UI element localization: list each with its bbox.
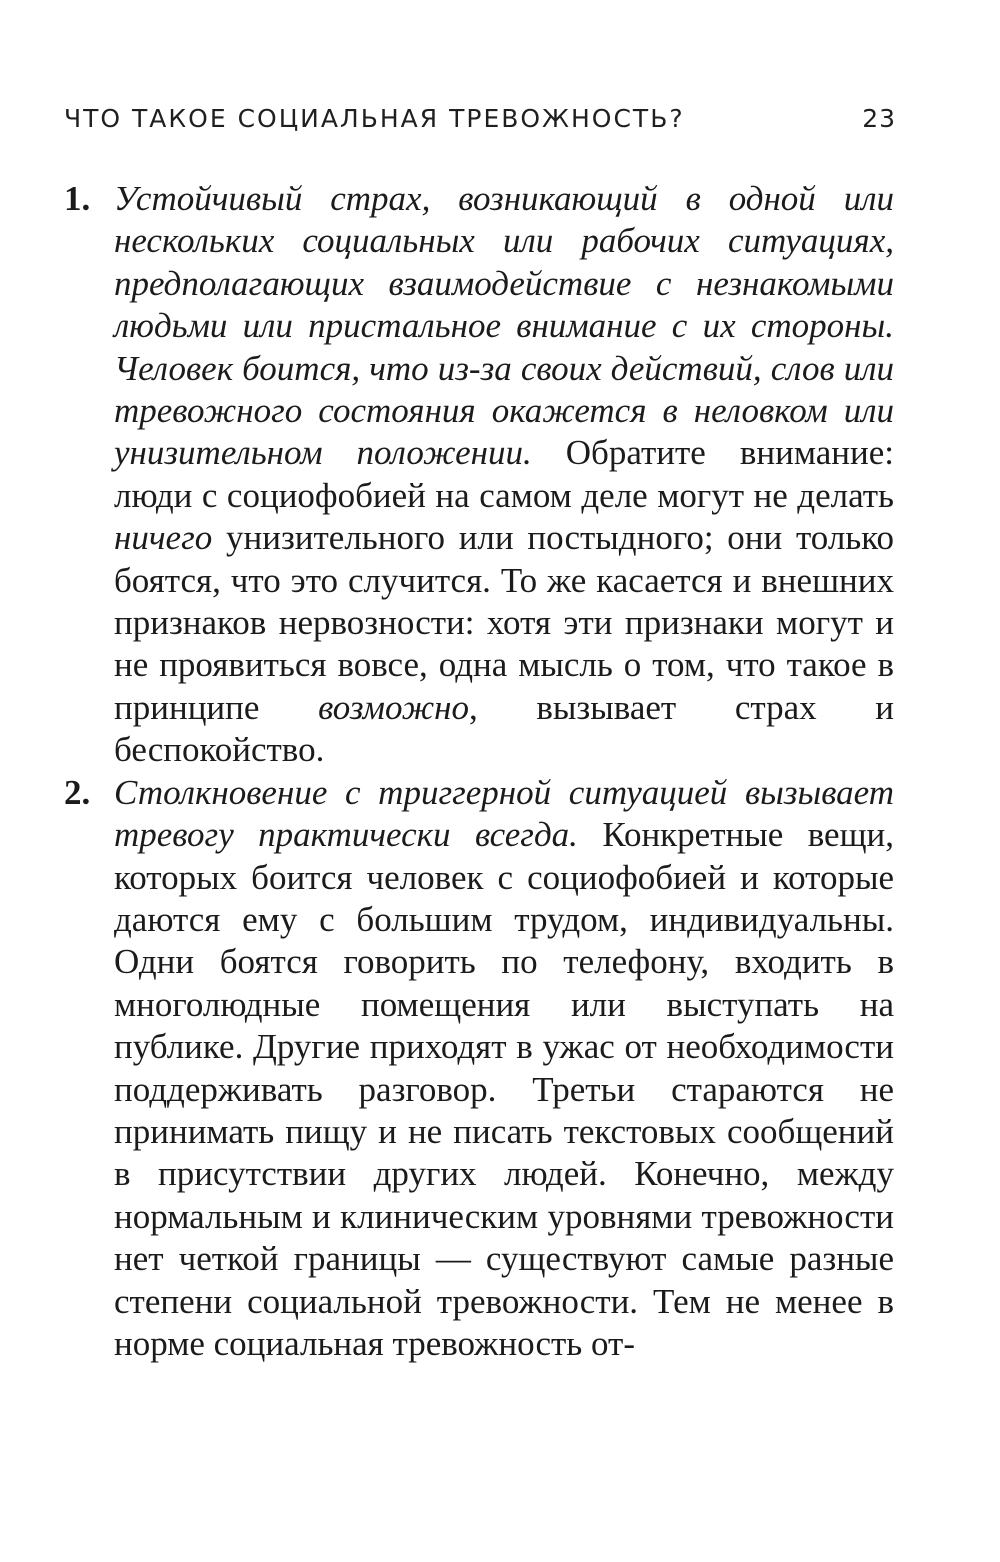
italic-emphasis: возможно bbox=[318, 687, 469, 727]
chapter-title: ЧТО ТАКОЕ СОЦИАЛЬНАЯ ТРЕВОЖНОСТЬ? bbox=[64, 104, 685, 133]
list-item-2 bbox=[64, 772, 894, 1366]
list-item-1 bbox=[64, 178, 894, 772]
running-head bbox=[64, 104, 896, 144]
page-number: 23 bbox=[862, 104, 896, 133]
list-item-number: 1. bbox=[64, 179, 91, 218]
text-run: унизительного или постыдного; они только боятся, что это случится. То же касается и внешних признаков нервозности: хотя эти признаки могут и не проявиться вовсе, одна мысль о том, что такое в принципе bbox=[114, 518, 894, 727]
text-run: , вызывает страх и беспокойство. bbox=[114, 687, 894, 770]
list-item-number: 2. bbox=[64, 772, 91, 812]
italic-emphasis: ничего bbox=[114, 518, 213, 558]
list-item-text bbox=[114, 178, 894, 772]
text-run: Обратите внимание: люди с социофобией на самом деле могут не делать bbox=[114, 433, 894, 515]
italic-lead: Столкновение с триггерной ситуацией вызывает тревогу практически всегда. bbox=[114, 772, 894, 855]
text-run: Конкретные вещи, которых боится человек с социофобией и которые даются ему с большим трудом, индивидуальны. Одни боятся говорить по телефону, входить в многолюдные помещения или выступать на публике. Другие приходят в ужас от необходимости поддерживать разговор. Третьи стараются не принимать пищу и не писать текстовых сообщений в присутствии других людей. Конечно, между нормальным и клиническим уровнями тревожности нет четкой границы — существуют самые разные степени социальной тревожности. Тем не менее в норме социальная тревожность от- bbox=[114, 815, 894, 1363]
numbered-list bbox=[64, 178, 894, 1365]
list-item-text bbox=[114, 772, 894, 1366]
italic-lead: Устойчивый страх, возникающий в одной или нескольких социальных или рабочих ситуациях, предполагающих взаимодействие с незнакомыми людьми или пристальное внимание с их стороны. Человек боится, что из-за своих действий, слов или тревожного состояния окажется в неловком или унизительном положении. bbox=[114, 179, 894, 473]
